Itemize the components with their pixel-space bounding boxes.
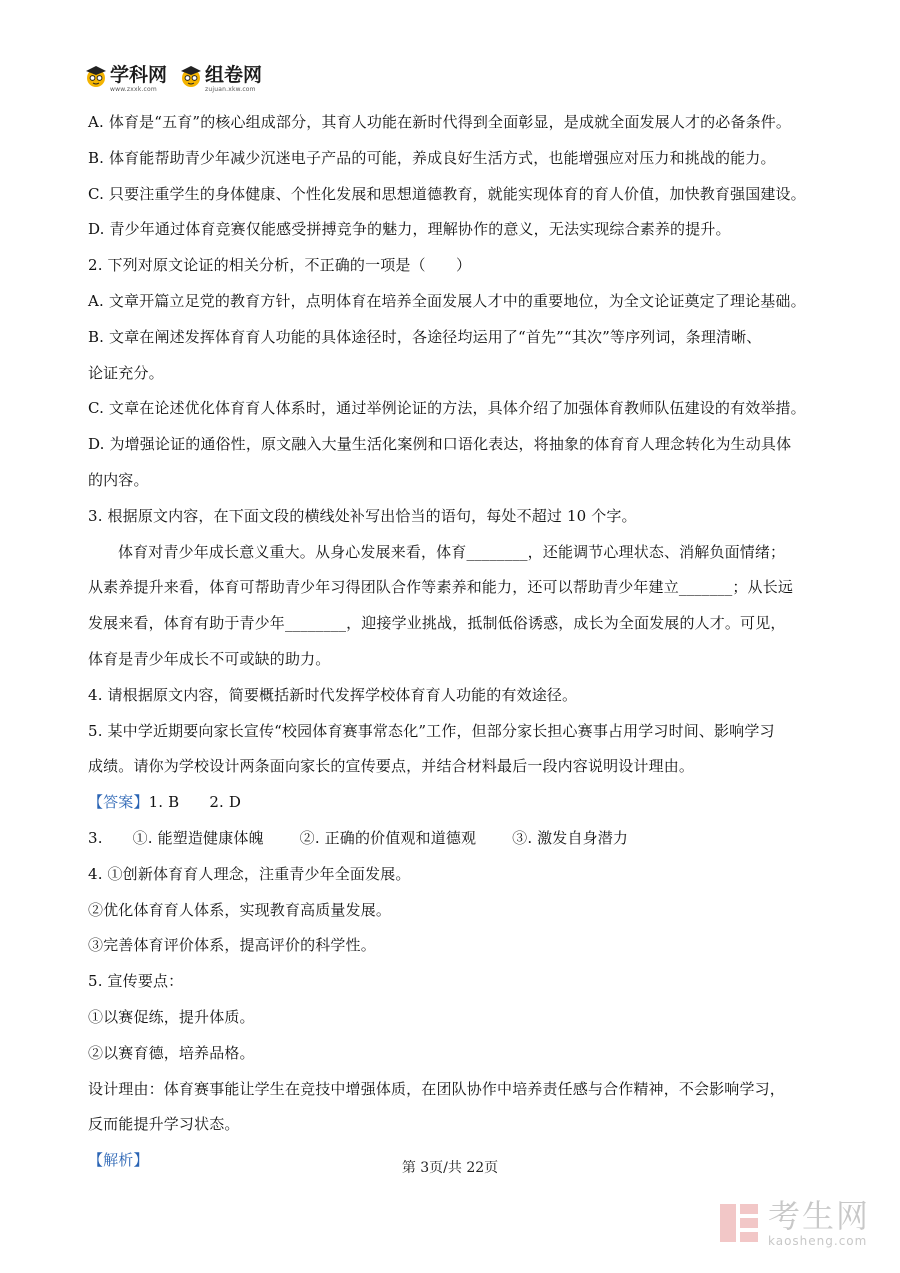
answer-1: 1. B xyxy=(148,793,180,812)
watermark xyxy=(718,1198,870,1248)
logo2-url: zujuan.xkw.com xyxy=(205,86,256,93)
answer-3-item: ③. 激发自身潜力 xyxy=(512,828,629,847)
answer-3-num: 3. xyxy=(88,828,103,847)
page-footer: 第 3页/共 22页 xyxy=(401,1160,499,1176)
passage-line: 体育是青少年成长不可或缺的助力。 xyxy=(88,649,331,668)
logo1-url: www.zxxk.com xyxy=(110,86,157,93)
question-4: 4. 请根据原文内容，简要概括新时代发挥学校体育育人功能的有效途径。 xyxy=(88,685,578,704)
logo1-name: 学科网 xyxy=(110,64,168,86)
answer-2: 2. D xyxy=(209,793,242,812)
question-3: 3. 根据原文内容，在下面文段的横线处补写出恰当的语句，每处不超过 10 个字。 xyxy=(88,506,637,525)
kaosheng-logo-icon xyxy=(718,1202,760,1244)
answer-3 xyxy=(88,821,818,857)
option-1d: D. 青少年通过体育竞赛仅能感受拼搏竞争的魅力，理解协作的意义，无法实现综合素养的提升。 xyxy=(88,220,731,239)
header-logos xyxy=(84,64,274,100)
answer-line: 反而能提升学习状态。 xyxy=(88,1115,240,1134)
option-2c: C. 文章在论述优化体育育人体系时，通过举例论证的方法，具体介绍了加强体育教师队伍建设的有效举措。 xyxy=(88,399,806,418)
answer-3-item: ②. 正确的价值观和道德观 xyxy=(299,828,477,847)
passage-line: 体育对青少年成长意义重大。从身心发展来看，体育________，还能调节心理状态、消解负面情绪； xyxy=(118,542,786,561)
watermark-name: 考生网 xyxy=(768,1197,871,1235)
document-body xyxy=(88,105,818,1179)
answer-line: ③完善体育评价体系，提高评价的科学性。 xyxy=(88,936,376,955)
analysis-tag: 【解析】 xyxy=(88,1151,149,1170)
mascot-icon xyxy=(84,64,108,88)
option-1c: C. 只要注重学生的身体健康、个性化发展和思想道德教育，就能实现体育的育人价值，加快教育强国建设。 xyxy=(88,184,806,203)
option-1b: B. 体育能帮助青少年减少沉迷电子产品的可能，养成良好生活方式，也能增强应对压力和挑战的能力。 xyxy=(88,148,776,167)
answer-header xyxy=(88,785,818,821)
answer-line: ①以赛促练，提升体质。 xyxy=(88,1007,255,1026)
option-2b: B. 文章在阐述发挥体育育人功能的具体途径时，各途径均运用了“首先”“其次”等序列词，条理清晰、 xyxy=(88,327,762,346)
zujuan-logo xyxy=(179,64,262,93)
answer-line: ②优化体育育人体系，实现教育高质量发展。 xyxy=(88,900,392,919)
watermark-url: kaosheng.com xyxy=(768,1234,868,1248)
option-2a: A. 文章开篇立足党的教育方针，点明体育在培养全面发展人才中的重要地位，为全文论证奠定了理论基础。 xyxy=(88,291,806,310)
answer-line: 设计理由：体育赛事能让学生在竞技中增强体质，在团队协作中培养责任感与合作精神，不会影响学习， xyxy=(88,1079,785,1098)
zxxk-logo xyxy=(84,64,167,93)
answer-line: 5. 宣传要点： xyxy=(88,972,184,991)
option-2d-cont: 的内容。 xyxy=(88,470,149,489)
answer-line: 4. ①创新体育育人理念，注重青少年全面发展。 xyxy=(88,864,411,883)
passage-line: 从素养提升来看，体育可帮助青少年习得团队合作等素养和能力，还可以帮助青少年建立_______；从长远 xyxy=(88,578,794,597)
passage-line: 发展来看，体育有助于青少年________，迎接学业挑战，抵制低俗诱惑，成长为全面发展的人才。可见， xyxy=(88,614,786,633)
option-2b-cont: 论证充分。 xyxy=(88,363,164,382)
question-2: 2. 下列对原文论证的相关分析，不正确的一项是（ ） xyxy=(88,256,472,275)
question-5-cont: 成绩。请你为学校设计两条面向家长的宣传要点，并结合材料最后一段内容说明设计理由。 xyxy=(88,757,695,776)
option-2d: D. 为增强论证的通俗性，原文融入大量生活化案例和口语化表达，将抽象的体育育人理念转化为生动具体 xyxy=(88,435,792,454)
answer-3-item: ①. 能塑造健康体魄 xyxy=(132,828,264,847)
logo2-name: 组卷网 xyxy=(205,64,263,86)
answer-line: ②以赛育德，培养品格。 xyxy=(88,1043,255,1062)
mascot-icon xyxy=(179,64,203,88)
answer-tag: 【答案】 xyxy=(88,793,149,812)
question-5: 5. 某中学近期要向家长宣传“校园体育赛事常态化”工作，但部分家长担心赛事占用学习时间、影响学习 xyxy=(88,721,775,740)
option-1a: A. 体育是“五育”的核心组成部分，其育人功能在新时代得到全面彰显，是成就全面发展人才的必备条件。 xyxy=(88,113,792,131)
